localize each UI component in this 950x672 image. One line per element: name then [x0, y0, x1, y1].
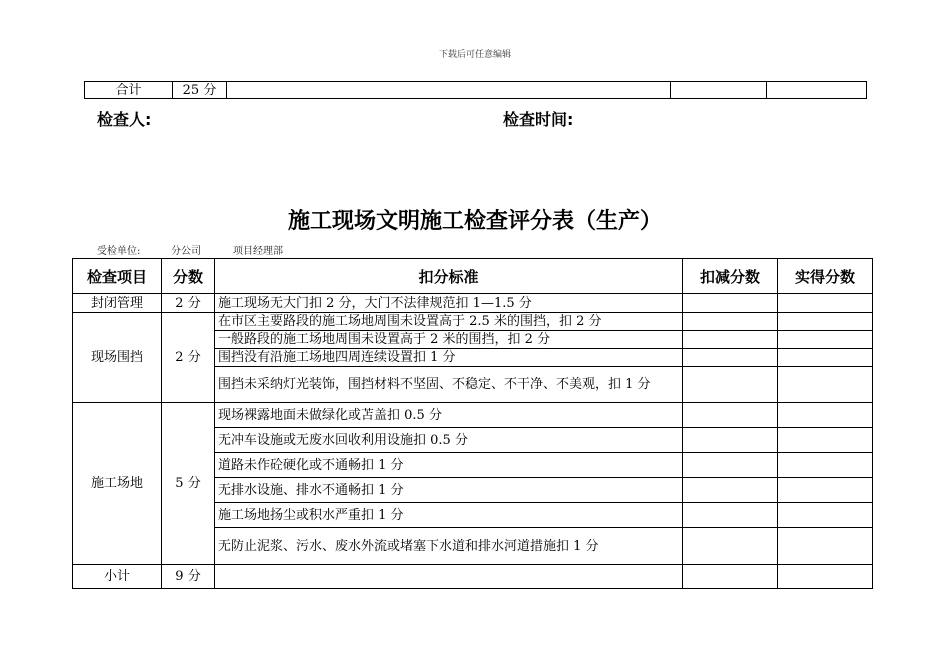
- total-label: 合计: [85, 82, 173, 99]
- subtotal-empty-cell: [215, 565, 683, 589]
- deduction-cell: [683, 503, 778, 528]
- actual-cell: [778, 313, 873, 331]
- criteria-cell: 现场裸露地面未做绿化或苫盖扣 0.5 分: [215, 403, 683, 428]
- actual-cell: [778, 331, 873, 349]
- deduction-cell: [683, 478, 778, 503]
- criteria-cell: 无防止泥浆、污水、废水外流或堵塞下水道和排水河道措施扣 1 分: [215, 528, 683, 565]
- table-row: [73, 294, 873, 313]
- item-cell: 施工场地: [73, 403, 162, 565]
- actual-cell: [778, 503, 873, 528]
- col-header-score: 分数: [162, 259, 215, 294]
- dept-label: 项目经理部: [233, 246, 283, 257]
- deduction-cell: [683, 331, 778, 349]
- deduction-cell: [683, 349, 778, 367]
- item-cell: 现场围挡: [73, 313, 162, 403]
- actual-cell: [778, 428, 873, 453]
- actual-cell: [778, 528, 873, 565]
- item-cell: 封闭管理: [73, 294, 162, 313]
- subtotal-empty-cell: [683, 565, 778, 589]
- score-cell: 2 分: [162, 294, 215, 313]
- subtotal-row: [73, 565, 873, 589]
- actual-cell: [778, 294, 873, 313]
- branch-label: 分公司: [171, 246, 201, 257]
- header-note: 下载后可任意编辑: [438, 50, 511, 60]
- table-header-row: [73, 259, 873, 294]
- col-header-actual: 实得分数: [778, 259, 873, 294]
- deduction-cell: [683, 294, 778, 313]
- table-row: [73, 313, 873, 331]
- criteria-cell: 围挡未采纳灯光装饰，围挡材料不坚固、不稳定、不干净、不美观，扣 1 分: [215, 367, 683, 403]
- criteria-cell: 施工场地扬尘或积水严重扣 1 分: [215, 503, 683, 528]
- total-score: 25 分: [173, 82, 227, 99]
- score-cell: 2 分: [162, 313, 215, 403]
- col-header-item: 检查项目: [73, 259, 162, 294]
- actual-cell: [778, 349, 873, 367]
- deduction-cell: [683, 367, 778, 403]
- criteria-cell: 无排水设施、排水不通畅扣 1 分: [215, 478, 683, 503]
- page-title: 施工现场文明施工检查评分表（生产）: [287, 209, 662, 234]
- total-empty-cell: [227, 82, 671, 99]
- subtotal-score: 9 分: [162, 565, 215, 589]
- inspected-unit-label: 受检单位:: [97, 246, 141, 257]
- total-row: [85, 82, 867, 99]
- deduction-cell: [683, 528, 778, 565]
- inspection-time-label: 检查时间:: [503, 110, 574, 129]
- score-table: [72, 258, 873, 589]
- criteria-cell: 围挡没有沿施工场地四周连续设置扣 1 分: [215, 349, 683, 367]
- criteria-cell: 道路未作砼硬化或不通畅扣 1 分: [215, 453, 683, 478]
- criteria-cell: 在市区主要路段的施工场地周围未设置高于 2.5 米的围挡，扣 2 分: [215, 313, 683, 331]
- actual-cell: [778, 403, 873, 428]
- actual-cell: [778, 478, 873, 503]
- total-empty-cell: [671, 82, 767, 99]
- deduction-cell: [683, 403, 778, 428]
- criteria-cell: 一般路段的施工场地周围未设置高于 2 米的围挡，扣 2 分: [215, 331, 683, 349]
- previous-table-total: [84, 81, 867, 99]
- subtotal-label: 小计: [73, 565, 162, 589]
- deduction-cell: [683, 428, 778, 453]
- actual-cell: [778, 367, 873, 403]
- col-header-deduction: 扣减分数: [683, 259, 778, 294]
- subtotal-empty-cell: [778, 565, 873, 589]
- actual-cell: [778, 453, 873, 478]
- score-cell: 5 分: [162, 403, 215, 565]
- deduction-cell: [683, 453, 778, 478]
- col-header-criteria: 扣分标准: [215, 259, 683, 294]
- table-row: [73, 403, 873, 428]
- criteria-cell: 施工现场无大门扣 2 分，大门不法律规范扣 1—1.5 分: [215, 294, 683, 313]
- inspector-label: 检查人:: [97, 110, 152, 129]
- criteria-cell: 无冲车设施或无废水回收利用设施扣 0.5 分: [215, 428, 683, 453]
- total-empty-cell: [767, 82, 867, 99]
- deduction-cell: [683, 313, 778, 331]
